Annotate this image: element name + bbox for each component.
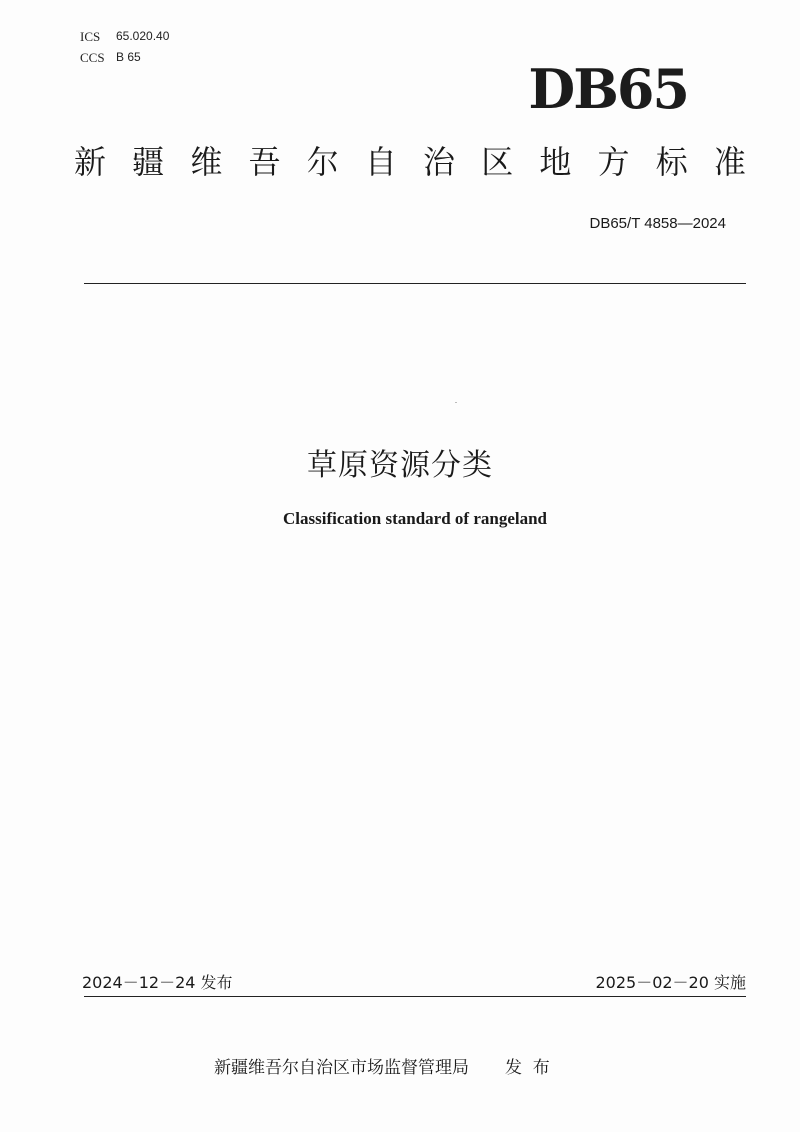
classification-codes bbox=[80, 26, 169, 68]
standard-type-char: 标 bbox=[655, 143, 688, 181]
issuing-authority: 新疆维吾尔自治区市场监督管理局 bbox=[214, 1058, 469, 1078]
db65-logo: DB65 bbox=[528, 57, 688, 121]
ics-value: 65.020.40 bbox=[116, 29, 170, 43]
standard-type-char: 方 bbox=[597, 143, 630, 181]
standard-type-char: 区 bbox=[481, 143, 514, 181]
standard-type-char: 新 bbox=[74, 143, 107, 181]
standard-number: DB65/T 4858—2024 bbox=[589, 215, 726, 232]
ccs-row bbox=[80, 47, 169, 68]
ccs-label: CCS bbox=[80, 50, 105, 65]
standard-type-char: 疆 bbox=[132, 143, 165, 181]
title-chinese: 草原资源分类 bbox=[307, 448, 493, 483]
standard-type-heading bbox=[74, 143, 746, 181]
standard-type-char: 维 bbox=[190, 143, 223, 181]
bottom-divider bbox=[84, 996, 746, 997]
title-english: Classification standard of rangeland bbox=[283, 509, 547, 528]
standard-type-char: 治 bbox=[423, 143, 456, 181]
ics-row bbox=[80, 26, 169, 47]
standard-type-char: 地 bbox=[539, 143, 572, 181]
standard-type-char: 吾 bbox=[248, 143, 281, 181]
issue-date: 2024－12－24 发布 bbox=[82, 973, 233, 992]
issue-action: 发 布 bbox=[505, 1058, 550, 1078]
standard-type-char: 尔 bbox=[306, 143, 339, 181]
scan-speck bbox=[455, 402, 457, 403]
top-divider bbox=[84, 283, 746, 284]
ics-label: ICS bbox=[80, 29, 101, 44]
date-row bbox=[82, 970, 746, 993]
ccs-value: B 65 bbox=[116, 50, 141, 64]
standard-type-char: 准 bbox=[713, 143, 746, 181]
effective-date: 2025－02－20 实施 bbox=[595, 973, 746, 992]
issuer-line bbox=[214, 1053, 550, 1078]
standard-type-char: 自 bbox=[364, 143, 397, 181]
